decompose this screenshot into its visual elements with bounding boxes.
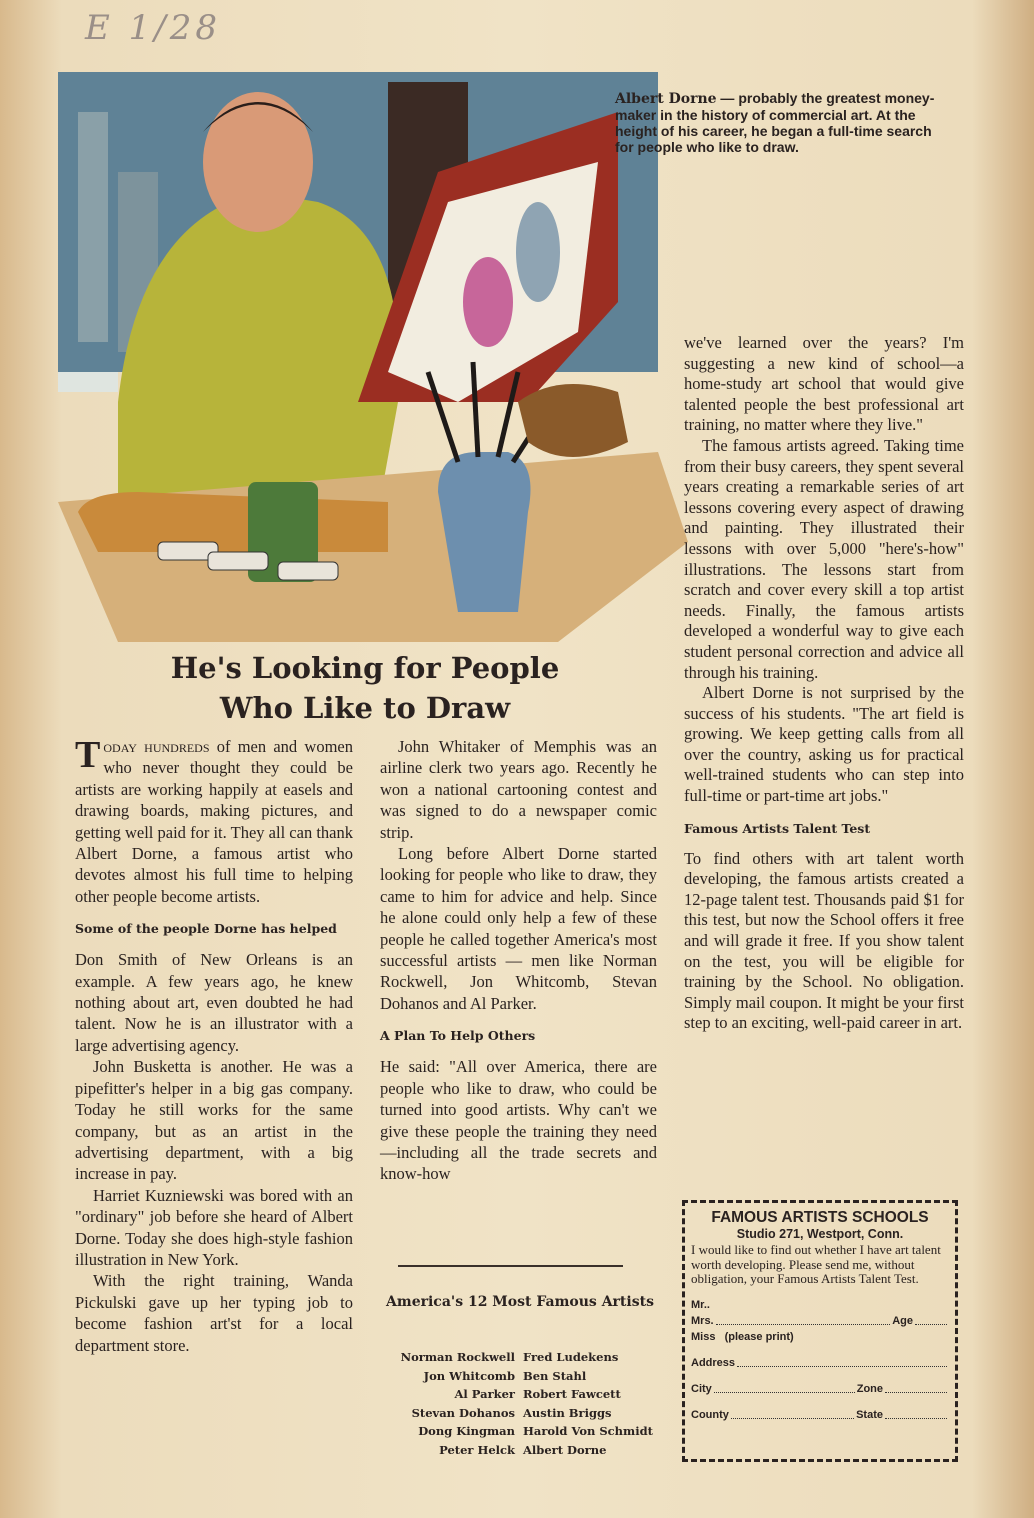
field-miss	[691, 1329, 949, 1345]
address-line[interactable]	[737, 1366, 947, 1367]
label-miss: Miss (please print)	[691, 1330, 794, 1343]
name-line[interactable]	[716, 1324, 891, 1325]
page-headline	[100, 648, 630, 728]
artist-face	[203, 92, 313, 232]
label-city: City	[691, 1382, 712, 1395]
paragraph: He said: "All over America, there are people who like to draw, who could be turned into good artists. Why can't we give these people the training they need—including all the trade secrets and know-how	[380, 1057, 657, 1184]
artist-row	[375, 1422, 675, 1441]
illustration-caption	[615, 90, 935, 155]
artist-name: Austin Briggs	[523, 1405, 612, 1420]
artist-name: Harold Von Schmidt	[523, 1424, 653, 1438]
paragraph: John Whitaker of Memphis was an airline clerk two years ago. Recently he won a national cartooning contest and was signed to do a newspaper comic strip.	[380, 737, 657, 842]
subhead-people-helped: Some of the people Dorne has helped	[75, 921, 337, 937]
artist-row	[375, 1441, 675, 1460]
label-mr: Mr..	[691, 1298, 710, 1311]
county-line[interactable]	[731, 1418, 854, 1419]
age-line[interactable]	[915, 1324, 947, 1325]
artist-name: Norman Rockwell	[400, 1350, 515, 1364]
paragraph: With the right training, Wanda Pickulski gave up her typing job to become fashion art'st for a local department store.	[75, 1271, 353, 1355]
label-zone: Zone	[856, 1382, 883, 1395]
coupon-body: I would like to find out whether I have art talent worth developing. Please send me, without obligation, your Famous Artists Talent Test.	[691, 1242, 941, 1286]
paragraph: To find others with art talent worth developing, the famous artists created a 12-page talent test. Thousands paid $1 for this test, but now the School offers it free and will grade it free. If you show talent on the test, you will be eligible for training by the School. No obligation. Simply mail coupon. It might be your first step to an exciting, well-paid career in art.	[684, 848, 964, 1033]
field-address[interactable]	[691, 1355, 949, 1371]
field-name[interactable]	[691, 1313, 949, 1329]
caption-name: Albert Dorne	[615, 91, 717, 107]
artist-name: Ben Stahl	[523, 1368, 587, 1383]
artist-name: Fred Ludekens	[523, 1350, 619, 1364]
handwritten-note: E 1/28	[85, 8, 221, 48]
artist-row	[375, 1385, 675, 1404]
caption-text: — probably the greatest money-maker in the history of commercial art. At the height of his career, he began a full-time search for people who like to draw.	[615, 90, 935, 155]
label-address: Address	[691, 1356, 736, 1369]
coupon-address: Studio 271, Westport, Conn.	[736, 1227, 904, 1241]
headline-line-1: He's Looking for People	[170, 651, 560, 685]
paragraph: The famous artists agreed. Taking time from their busy careers, they spent several years creating a remarkable series of art lessons covering every aspect of drawing and painting. They illustrated their lessons with over 5,000 "here's-how" illustrations. The lessons start from scratch and cover every skill a top artist needs. Finally, the famous artists developed a wonderful way to give each student personal correction and advice all through his training.	[684, 435, 964, 682]
artist-name: Peter Helck	[439, 1442, 515, 1457]
subhead-talent-test: Famous Artists Talent Test	[684, 820, 871, 836]
paragraph: we've learned over the years? I'm suggesting a new kind of school—a home-study art school that would give talented people the best professional art training, no matter where they live."	[684, 333, 964, 435]
skyscraper	[78, 112, 108, 342]
artist-row	[375, 1367, 675, 1386]
field-city-zone[interactable]	[691, 1381, 949, 1397]
left-column	[75, 736, 353, 1356]
artists-title: America's 12 Most Famous Artists	[386, 1294, 654, 1310]
coupon-title: FAMOUS ARTISTS SCHOOLS	[711, 1209, 929, 1226]
mail-coupon[interactable]	[682, 1200, 958, 1462]
artist-name: Stevan Dohanos	[411, 1405, 515, 1420]
label-mrs: Mrs.	[691, 1314, 714, 1327]
label-county: County	[691, 1408, 729, 1421]
illustration-artist-at-easel	[58, 72, 688, 642]
paragraph: Harriet Kuzniewski was bored with an "ordinary" job before she heard of Albert Dorne. Today she does high-style fashion illustration in New York.	[75, 1185, 353, 1269]
label-state: State	[856, 1408, 883, 1421]
city-line[interactable]	[714, 1392, 855, 1393]
field-mr[interactable]	[691, 1297, 949, 1313]
artist-name: Albert Dorne	[523, 1442, 607, 1457]
artists-list	[375, 1348, 675, 1459]
artist-row	[375, 1348, 675, 1367]
artist-name: Jon Whitcomb	[423, 1368, 515, 1383]
zone-line[interactable]	[885, 1392, 947, 1393]
subhead-plan: A Plan To Help Others	[380, 1028, 536, 1044]
paragraph: Long before Albert Dorne started looking for people who like to draw, they came to him for advice and help. Since he alone could only help a few of these people he called together America's most successful artists — men like Norman Rockwell, Jon Whitcomb, Stevan Dohanos and Al Parker.	[380, 844, 657, 1013]
intro-smallcaps: oday hundreds	[103, 737, 210, 756]
intro-paragraph	[75, 736, 353, 907]
middle-column	[380, 736, 657, 1185]
intro-text: of men and women who never thought they could be artists are working happily at easels and drawing boards, making pictures, and getting well paid for it. They all can thank Albert Dorne, a famous artist who devotes almost his full time to helping other people become artists.	[75, 737, 353, 906]
field-county-state[interactable]	[691, 1407, 949, 1423]
right-column	[684, 333, 964, 1034]
paragraph: Don Smith of New Orleans is an example. A few years ago, he knew nothing about art, even doubted he had talent. Now he is an illustrator with a large advertising agency.	[75, 950, 353, 1055]
label-age: Age	[892, 1314, 913, 1327]
artist-row	[375, 1404, 675, 1423]
paragraph: Albert Dorne is not surprised by the success of his students. "The art field is growing. We keep getting calls from all over the country, asking us for practical well-trained students who can step into full-time or part-time art jobs."	[684, 683, 964, 806]
paragraph: John Busketta is another. He was a pipefitter's helper in a big gas company. Today he still works for the same company, but as an artist in the advertising department, with a big increase in pay.	[75, 1057, 353, 1184]
drop-cap: T	[75, 734, 101, 776]
state-line[interactable]	[885, 1418, 947, 1419]
artist-name: Al Parker	[454, 1387, 515, 1401]
headline-line-2: Who Like to Draw	[219, 691, 511, 725]
artist-name: Dong Kingman	[418, 1424, 515, 1438]
artist-name: Robert Fawcett	[523, 1387, 621, 1401]
divider	[398, 1265, 623, 1267]
